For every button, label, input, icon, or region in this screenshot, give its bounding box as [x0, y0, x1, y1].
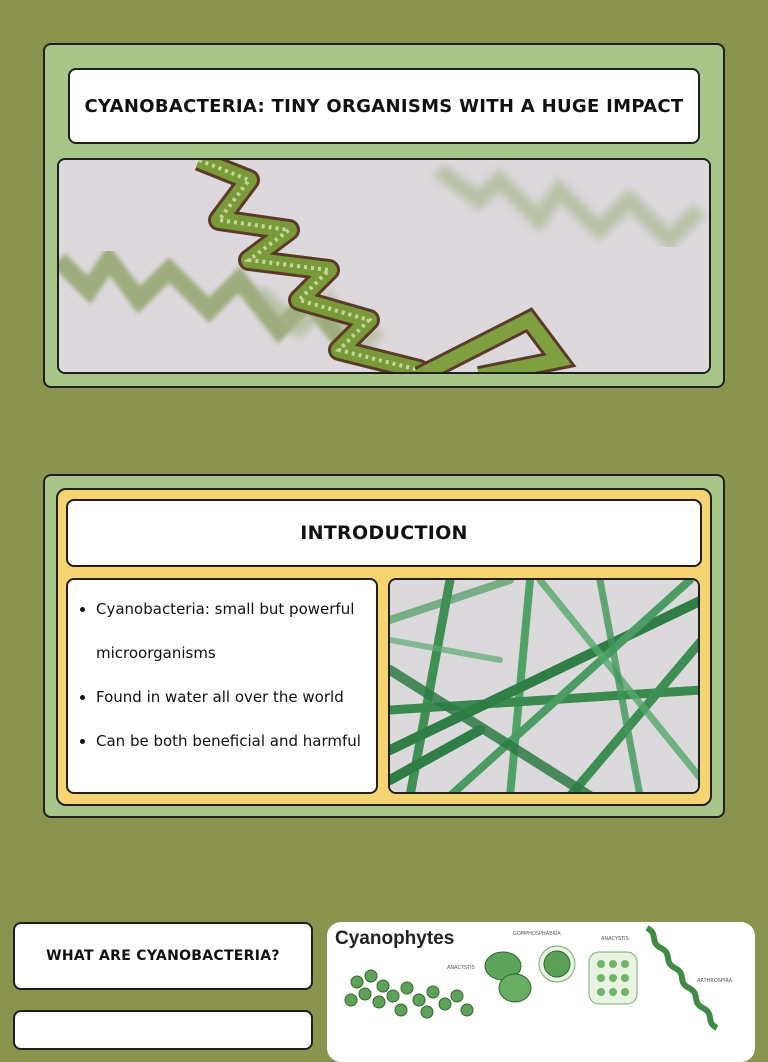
introduction-heading — [66, 499, 702, 567]
introduction-bullet-box — [66, 578, 378, 794]
filamentous-cyanobacteria-image — [388, 578, 700, 794]
image-label: ARTHROSPIRA — [697, 978, 733, 984]
image-label: GOMPHOSPHAERIA — [513, 931, 561, 937]
filament-graphic — [390, 580, 700, 794]
introduction-bullet-list — [68, 600, 376, 776]
list-item: microorganisms — [96, 644, 216, 662]
what-are-cyanobacteria-box — [13, 922, 313, 990]
list-item: • Can be both beneficial and harmful — [96, 732, 376, 776]
slide-title-text: CYANOBACTERIA: TINY ORGANISMS WITH A HUGE IMPACT — [84, 95, 684, 117]
list-item: • Cyanobacteria: small but powerful — [96, 600, 376, 644]
next-box — [13, 1010, 313, 1050]
spiral-cyanobacteria-image — [57, 158, 711, 374]
cyanophytes-image — [327, 922, 755, 1062]
list-item: • Found in water all over the world — [96, 688, 376, 732]
image-label: ANACYSTIS — [447, 965, 475, 971]
spiral-filament-graphic — [59, 160, 711, 374]
cyanophytes-heading: Cyanophytes — [335, 928, 455, 949]
image-label: ANACYSTIS — [601, 936, 629, 942]
introduction-heading-text: INTRODUCTION — [300, 522, 468, 544]
cyanophytes-graphic — [327, 922, 755, 1062]
slide-title — [68, 68, 700, 144]
what-are-cyanobacteria-text: WHAT ARE CYANOBACTERIA? — [46, 948, 280, 964]
